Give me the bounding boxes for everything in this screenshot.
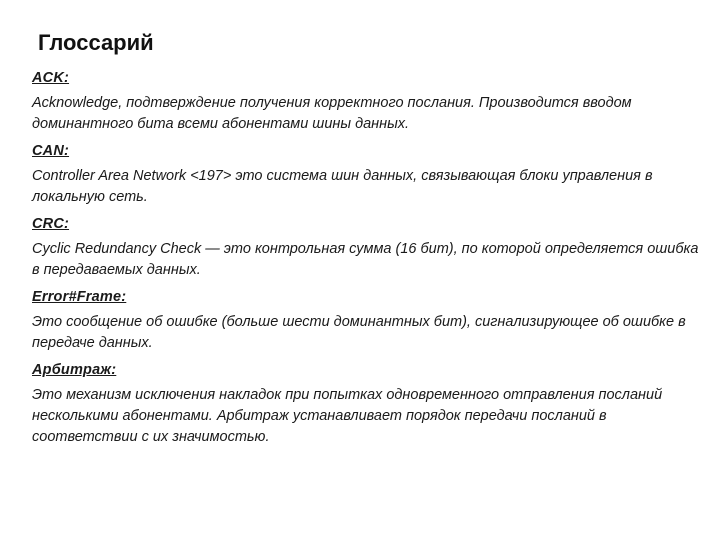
glossary-definition: Это сообщение об ошибке (больше шести доминантных бит), сигнализирующее об ошибке в передаче данных. [32,314,686,351]
glossary-definition: Cyclic Redundancy Check — это контрольная сумма (16 бит), по которой определяется ошибка в передаваемых данных. [32,241,699,278]
glossary-term: CAN: [32,143,70,159]
glossary-definition: Acknowledge, подтверждение получения корректного послания. Производится вводом доминантного бита всеми абонентами шины данных. [32,95,632,132]
glossary-term: Error#Frame: [32,289,127,305]
glossary-entry-can [32,142,702,208]
glossary-definition: Controller Area Network <197> это система шин данных, связывающая блоки управления в локальную сеть. [32,168,653,205]
glossary-term: CRC: [32,216,70,232]
glossary-entry-crc [32,215,702,281]
glossary-entry-error-frame [32,288,702,354]
glossary-list [32,69,702,455]
glossary-term: Арбитраж: [32,362,117,378]
glossary-entry-ack [32,69,702,135]
glossary-entry-arbitration [32,361,702,448]
glossary-definition: Это механизм исключения накладок при попытках одновременного отправления посланий несколькими абонентами. Арбитраж устанавливает порядок передачи посланий в соответствии с их значимостью. [32,387,663,445]
page-title: Глоссарий [38,30,154,55]
glossary-term: ACK: [32,70,70,86]
